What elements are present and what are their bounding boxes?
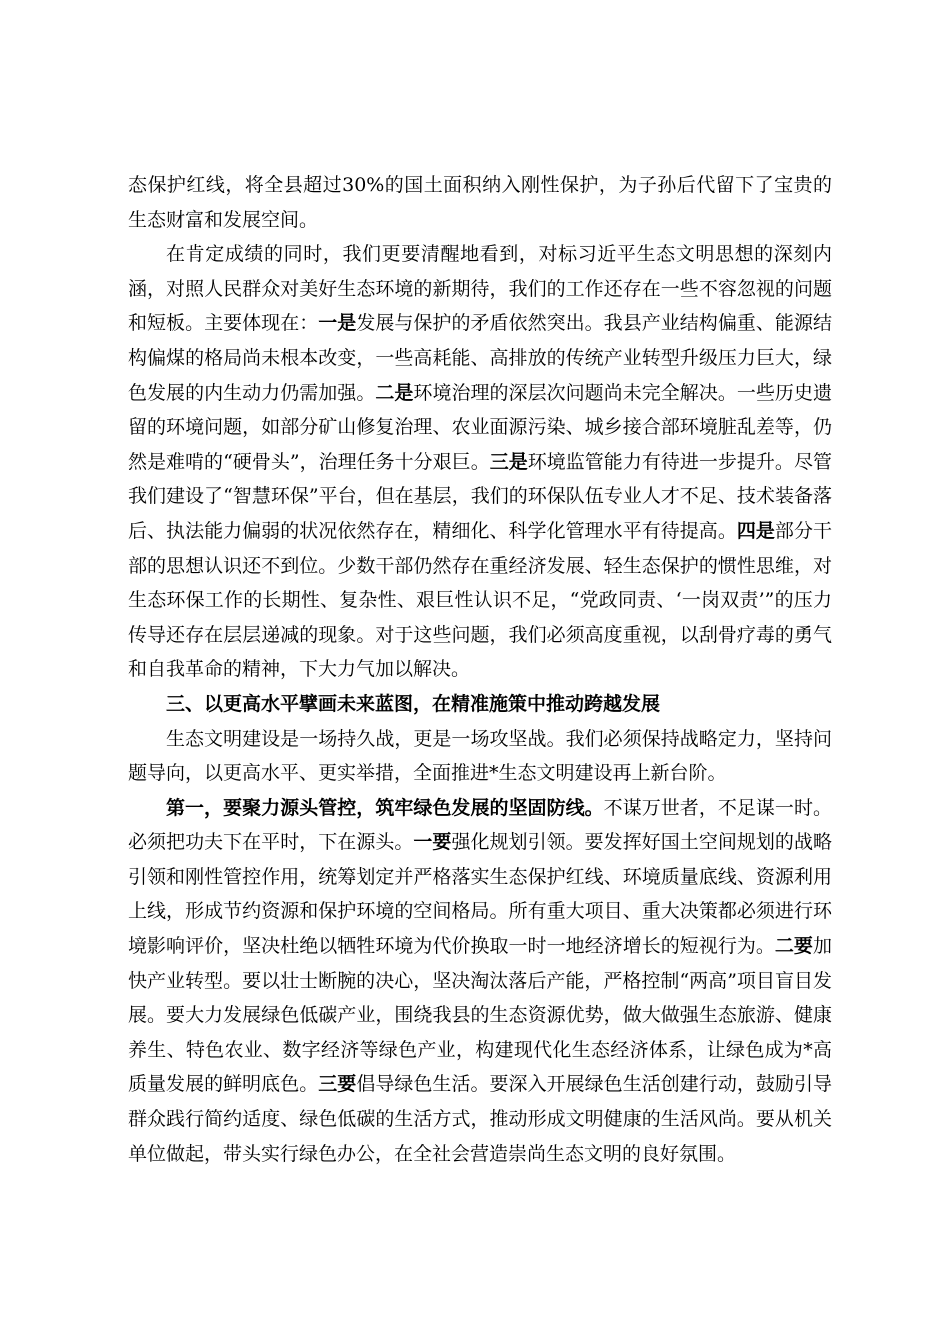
document-page (128, 168, 832, 1171)
paragraph-text: 部分干部的思想认识还不到位。少数干部仍然存在重经济发展、轻生态保护的惯性思维，对生态环保工作的长期性、复杂性、艰巨性认识不足，“党政同责、‘一岗双责’”的压力传导还存在层层递减的现象。对于这些问题，我们必须高度重视，以刮骨疗毒的勇气和自我革命的精神，下大力气加以解决。 (128, 519, 832, 681)
bold-marker-second: 二要 (774, 935, 813, 958)
subheading-first: 第一，要聚力源头管控，筑牢绿色发展的坚固防线。 (166, 796, 604, 819)
paragraph-text: 在肯定成绩的同时，我们更要清醒地看到，对标习近平生态文明思想的深刻内涵，对照人民群众对美好生态环境的新期待，我们的工作还存在一些不容忽视的问题和短板。主要体现在： (128, 243, 832, 335)
bold-marker-third: 三要 (318, 1073, 357, 1096)
paragraph-text: 环境治理的深层次问题尚未完全解决。一些历史遗留的环境问题，如部分矿山修复治理、农业面源污染、城乡接合部环境脏乱差等，仍然是难啃的“硬骨头”，治理任务十分艰巨。 (128, 381, 832, 473)
paragraph-text: 态保护红线，将全县超过30%的国土面积纳入刚性保护，为子孙后代留下了宝贵的生态财富和发展空间。 (128, 174, 832, 231)
paragraph-continuation (128, 168, 832, 237)
paragraph-intro (128, 722, 832, 791)
paragraph-text: 倡导绿色生活。要深入开展绿色生活创建行动，鼓励引导群众践行简约适度、绿色低碳的生活方式，推动形成文明健康的生活风尚。要从机关单位做起，带头实行绿色办公，在全社会营造崇尚生态文明的良好氛围。 (128, 1073, 832, 1165)
bold-marker-third: 三是 (489, 450, 528, 473)
paragraph-text: 生态文明建设是一场持久战，更是一场攻坚战。我们必须保持战略定力，坚持问题导向，以更高水平、更实举措，全面推进*生态文明建设再上新台阶。 (128, 727, 832, 785)
section-heading (128, 687, 832, 722)
paragraph-problems (128, 237, 832, 687)
paragraph-text: 不谋万世者，不足谋一时。必须把功夫下在平时，下在源头。 (128, 796, 832, 854)
bold-marker-first: 一要 (413, 831, 452, 854)
paragraph-text: 发展与保护的矛盾依然突出。我县产业结构偏重、能源结构偏煤的格局尚未根本改变，一些高耗能、高排放的传统产业转型升级压力巨大，绿色发展的内生动力仍需加强。 (128, 312, 832, 404)
bold-marker-first: 一是 (318, 312, 357, 335)
section-heading-text: 三、以更高水平擘画未来蓝图，在精准施策中推动跨越发展 (166, 692, 661, 715)
paragraph-text: 加快产业转型。要以壮士断腕的决心，坚决淘汰落后产能，严格控制“两高”项目盲目发展。要大力发展绿色低碳产业，围绕我县的生态资源优势，做大做强生态旅游、健康养生、特色农业、数字经济等绿色产业，构建现代化生态经济体系，让绿色成为*高质量发展的鲜明底色。 (128, 935, 832, 1096)
bold-marker-second: 二是 (375, 381, 414, 404)
paragraph-text: 环境监管能力有待进一步提升。尽管我们建设了“智慧环保”平台，但在基层，我们的环保队伍专业人才不足、技术装备落后、执法能力偏弱的状况依然存在，精细化、科学化管理水平有待提高。 (128, 450, 832, 542)
paragraph-source-control (128, 791, 832, 1172)
paragraph-text: 强化规划引领。要发挥好国土空间规划的战略引领和刚性管控作用，统筹划定并严格落实生态保护红线、环境质量底线、资源利用上线，形成节约资源和保护环境的空间格局。所有重大项目、重大决策都必须进行环境影响评价，坚决杜绝以牺牲环境为代价换取一时一地经济增长的短视行为。 (128, 831, 832, 958)
bold-marker-fourth: 四是 (736, 519, 775, 542)
